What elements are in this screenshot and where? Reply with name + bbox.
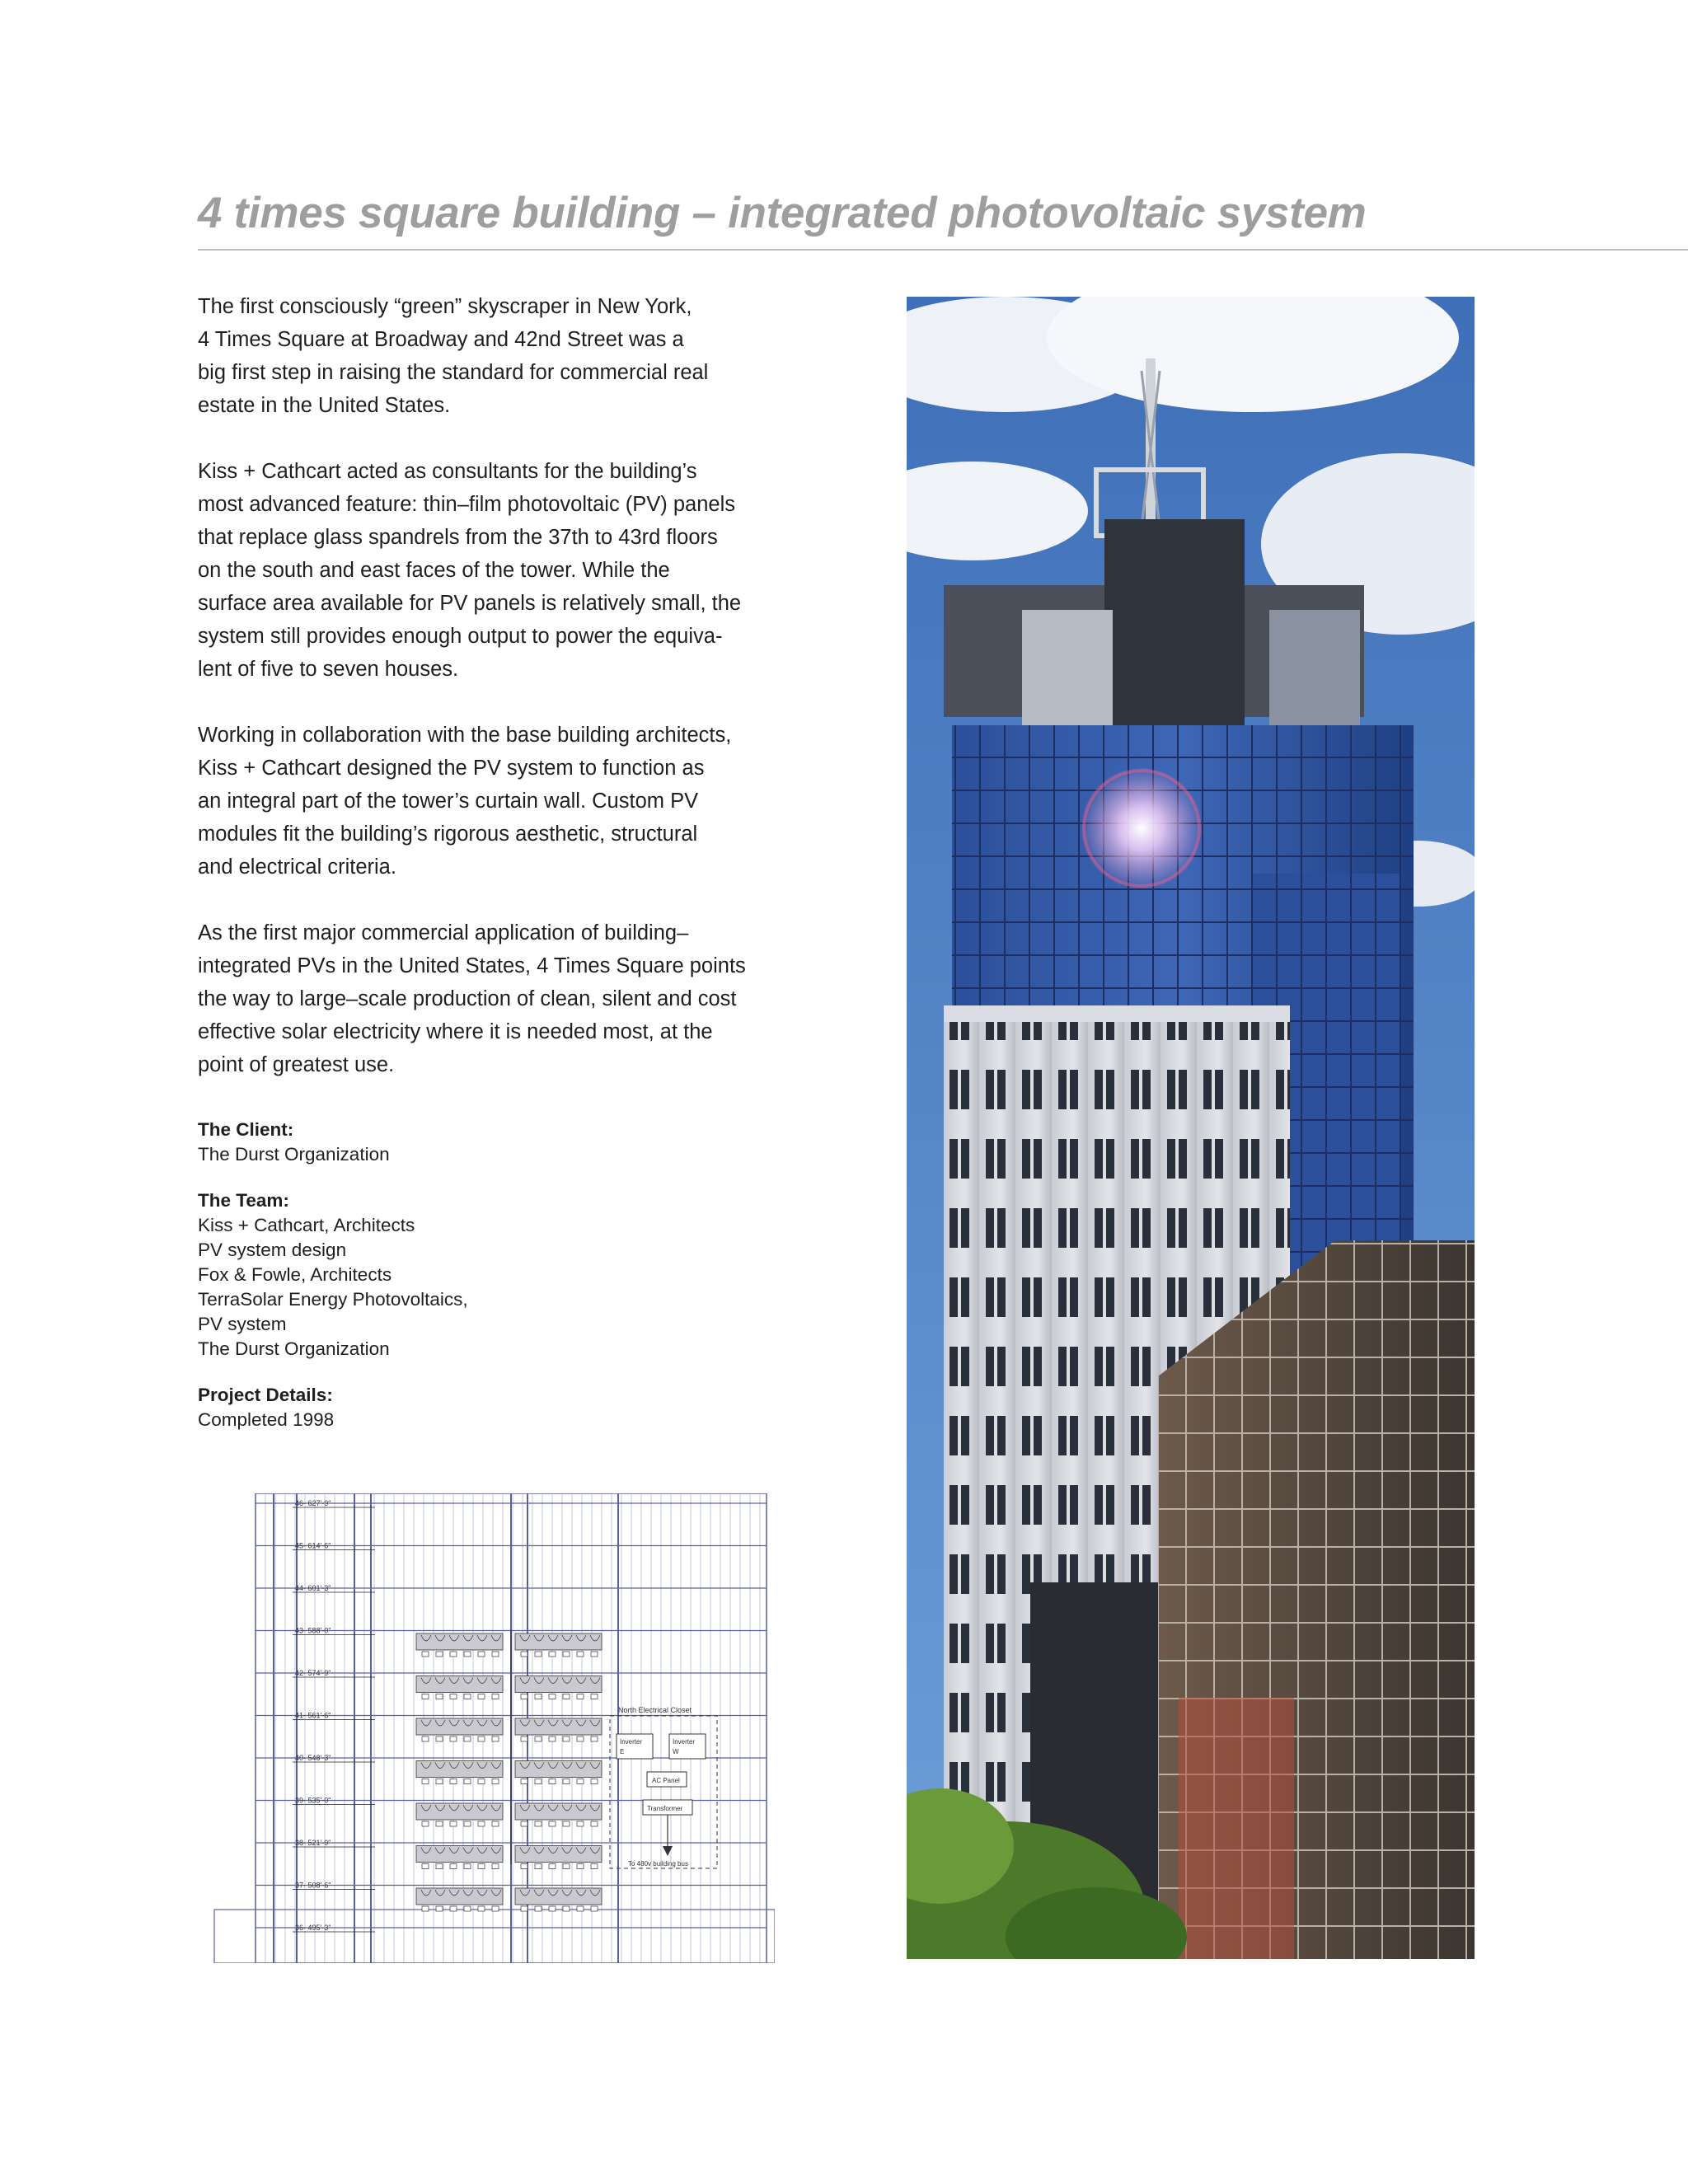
pv-junction-box	[577, 1864, 584, 1869]
floor-label: 39- 535'-0"	[295, 1796, 331, 1805]
paragraph-line: surface area available for PV panels is relatively small, the	[198, 592, 742, 615]
body-paragraph	[198, 916, 775, 1081]
pv-panel-row	[416, 1676, 503, 1693]
pv-junction-box	[521, 1736, 528, 1741]
inverter-w-label: Inverter	[673, 1738, 696, 1746]
client-section	[198, 1118, 775, 1167]
elevation-svg	[198, 1493, 775, 1963]
pv-junction-box	[535, 1906, 542, 1911]
pv-panel-row	[416, 1761, 503, 1778]
pv-junction-box	[450, 1652, 457, 1657]
pv-junction-box	[422, 1864, 429, 1869]
pv-panel-row	[416, 1718, 503, 1735]
pv-junction-box	[422, 1652, 429, 1657]
project-section	[198, 1383, 775, 1432]
pv-junction-box	[577, 1906, 584, 1911]
paragraph-line: system still provides enough output to power the equiva-	[198, 625, 723, 648]
detail-line: PV system	[198, 1314, 287, 1334]
pv-junction-box	[422, 1736, 429, 1741]
pv-junction-box	[450, 1779, 457, 1784]
pv-junction-box	[492, 1652, 499, 1657]
pv-panel-row	[515, 1803, 602, 1820]
paragraph-line: effective solar electricity where it is needed most, at the	[198, 1020, 713, 1043]
body-paragraph	[198, 719, 775, 883]
transformer-label: Transformer	[647, 1805, 683, 1812]
pv-junction-box	[549, 1906, 556, 1911]
pv-panel-row	[515, 1718, 602, 1735]
pv-junction-box	[492, 1736, 499, 1741]
pv-junction-box	[521, 1652, 528, 1657]
pv-junction-box	[521, 1864, 528, 1869]
pv-junction-box	[478, 1694, 485, 1699]
pv-junction-box	[422, 1694, 429, 1699]
pv-junction-box	[591, 1779, 598, 1784]
floor-label: 43- 588'-0"	[295, 1626, 331, 1635]
pv-junction-box	[464, 1779, 471, 1784]
closet-label: North Electrical Closet	[618, 1706, 692, 1714]
pv-junction-box	[464, 1864, 471, 1869]
team-section	[198, 1188, 775, 1361]
pv-junction-box	[563, 1779, 570, 1784]
pv-junction-box	[563, 1864, 570, 1869]
paragraph-line: integrated PVs in the United States, 4 Times Square points	[198, 954, 746, 977]
pv-junction-box	[521, 1906, 528, 1911]
inverter-w-sub: W	[673, 1748, 679, 1755]
pv-junction-box	[591, 1652, 598, 1657]
pv-junction-box	[436, 1694, 443, 1699]
pv-junction-box	[492, 1779, 499, 1784]
pv-junction-box	[436, 1736, 443, 1741]
floor-label: 41- 561'-6"	[295, 1711, 331, 1720]
pv-junction-box	[549, 1736, 556, 1741]
pv-junction-box	[591, 1864, 598, 1869]
client-heading: The Client:	[198, 1119, 294, 1140]
paragraph-line: estate in the United States.	[198, 394, 451, 417]
pv-junction-box	[422, 1779, 429, 1784]
body-paragraph	[198, 290, 775, 422]
pv-junction-box	[478, 1652, 485, 1657]
pv-junction-box	[563, 1821, 570, 1826]
pv-panel-row	[416, 1846, 503, 1863]
detail-line: The Durst Organization	[198, 1144, 390, 1165]
pv-junction-box	[492, 1864, 499, 1869]
pv-junction-box	[450, 1864, 457, 1869]
floor-label: 42- 574'-9"	[295, 1669, 331, 1677]
pv-junction-box	[450, 1736, 457, 1741]
pv-junction-box	[549, 1694, 556, 1699]
pv-junction-box	[436, 1821, 443, 1826]
tower-photo	[907, 297, 1475, 1959]
project-details	[198, 1118, 775, 1454]
pv-junction-box	[563, 1694, 570, 1699]
floor-label: 46- 627'-9"	[295, 1499, 331, 1507]
pv-junction-box	[591, 1906, 598, 1911]
paragraph-line: lent of five to seven houses.	[198, 658, 459, 681]
pv-junction-box	[549, 1864, 556, 1869]
team-heading: The Team:	[198, 1190, 289, 1211]
pv-junction-box	[464, 1906, 471, 1911]
pv-junction-box	[535, 1821, 542, 1826]
paragraph-line: that replace glass spandrels from the 37th to 43rd floors	[198, 526, 718, 549]
title-divider	[198, 249, 1688, 251]
pv-junction-box	[422, 1821, 429, 1826]
pv-junction-box	[577, 1694, 584, 1699]
pv-junction-box	[535, 1864, 542, 1869]
pv-junction-box	[450, 1906, 457, 1911]
pv-panel-row	[515, 1676, 602, 1693]
paragraph-line: 4 Times Square at Broadway and 42nd Street was a	[198, 328, 684, 351]
pv-panel-row	[515, 1761, 602, 1778]
pv-junction-box	[478, 1906, 485, 1911]
pv-junction-box	[535, 1652, 542, 1657]
pv-junction-box	[450, 1694, 457, 1699]
pv-junction-box	[563, 1736, 570, 1741]
pv-junction-box	[535, 1694, 542, 1699]
pv-junction-box	[436, 1864, 443, 1869]
pv-junction-box	[549, 1779, 556, 1784]
paragraph-line: The first consciously “green” skyscraper in New York,	[198, 295, 692, 318]
pv-panel-row	[416, 1888, 503, 1905]
paragraph-line: the way to large–scale production of clean, silent and cost	[198, 987, 737, 1010]
pv-junction-box	[577, 1821, 584, 1826]
pv-junction-box	[436, 1652, 443, 1657]
pv-panel-row	[515, 1888, 602, 1905]
pv-junction-box	[464, 1821, 471, 1826]
paragraph-line: most advanced feature: thin–film photovoltaic (PV) panels	[198, 493, 736, 516]
page-title: 4 times square building – integrated photovoltaic system	[198, 189, 1367, 237]
pv-junction-box	[591, 1694, 598, 1699]
floor-label: 37- 508'-6"	[295, 1881, 331, 1890]
pv-junction-box	[478, 1864, 485, 1869]
pv-junction-box	[549, 1821, 556, 1826]
pv-junction-box	[464, 1652, 471, 1657]
bus-label: To 480v building bus	[628, 1860, 688, 1868]
pv-panel-row	[416, 1803, 503, 1820]
floor-label: 44- 601'-3"	[295, 1584, 331, 1592]
tower-photo-image	[907, 297, 1475, 1959]
inverter-e-label: Inverter	[620, 1738, 643, 1746]
paragraph-line: Working in collaboration with the base building architects,	[198, 724, 732, 747]
pv-junction-box	[464, 1694, 471, 1699]
pv-panel-row	[416, 1633, 503, 1650]
pv-junction-box	[521, 1821, 528, 1826]
pv-panel-row	[515, 1846, 602, 1863]
pv-junction-box	[535, 1779, 542, 1784]
pv-junction-box	[478, 1736, 485, 1741]
detail-line: Completed 1998	[198, 1409, 335, 1430]
paragraph-line: and electrical criteria.	[198, 855, 396, 879]
detail-line: Fox & Fowle, Architects	[198, 1264, 392, 1285]
paragraph-line: As the first major commercial application of building–	[198, 921, 689, 944]
detail-line: Kiss + Cathcart, Architects	[198, 1215, 415, 1235]
pv-junction-box	[450, 1821, 457, 1826]
floor-label: 45- 614'-6"	[295, 1541, 331, 1550]
pv-junction-box	[422, 1906, 429, 1911]
floor-label: 38- 521'-9"	[295, 1839, 331, 1847]
paragraph-line: Kiss + Cathcart acted as consultants for the building’s	[198, 460, 697, 483]
pv-elevation-drawing	[198, 1493, 775, 1963]
body-paragraph	[198, 455, 775, 686]
body-text	[198, 290, 775, 1114]
pv-junction-box	[577, 1736, 584, 1741]
pv-junction-box	[436, 1779, 443, 1784]
pv-junction-box	[478, 1821, 485, 1826]
pv-junction-box	[492, 1694, 499, 1699]
pv-junction-box	[577, 1652, 584, 1657]
client-lines	[198, 1142, 775, 1167]
detail-line: TerraSolar Energy Photovoltaics,	[198, 1289, 468, 1310]
floor-label: 36- 495'-3"	[295, 1924, 331, 1932]
pv-junction-box	[577, 1779, 584, 1784]
pv-panel-row	[515, 1633, 602, 1650]
pv-junction-box	[521, 1694, 528, 1699]
pv-junction-box	[591, 1821, 598, 1826]
floor-label: 40- 548'-3"	[295, 1754, 331, 1762]
pv-junction-box	[492, 1821, 499, 1826]
ac-panel-label: AC Panel	[652, 1777, 680, 1784]
pv-junction-box	[478, 1779, 485, 1784]
pv-junction-box	[492, 1906, 499, 1911]
pv-junction-box	[563, 1652, 570, 1657]
paragraph-line: point of greatest use.	[198, 1053, 395, 1076]
paragraph-line: on the south and east faces of the tower. While the	[198, 559, 670, 582]
pv-junction-box	[464, 1736, 471, 1741]
detail-line: The Durst Organization	[198, 1338, 390, 1359]
detail-line: PV system design	[198, 1240, 347, 1260]
project-lines	[198, 1408, 775, 1432]
inverter-e-sub: E	[620, 1748, 625, 1755]
project-heading: Project Details:	[198, 1385, 333, 1405]
paragraph-line: big first step in raising the standard for commercial real	[198, 361, 709, 384]
paragraph-line: an integral part of the tower’s curtain wall. Custom PV	[198, 790, 699, 813]
pv-junction-box	[521, 1779, 528, 1784]
pv-junction-box	[591, 1736, 598, 1741]
pv-junction-box	[563, 1906, 570, 1911]
pv-junction-box	[535, 1736, 542, 1741]
paragraph-line: modules fit the building’s rigorous aesthetic, structural	[198, 823, 698, 846]
pv-junction-box	[436, 1906, 443, 1911]
pv-junction-box	[549, 1652, 556, 1657]
team-lines	[198, 1213, 775, 1361]
paragraph-line: Kiss + Cathcart designed the PV system to function as	[198, 757, 705, 780]
